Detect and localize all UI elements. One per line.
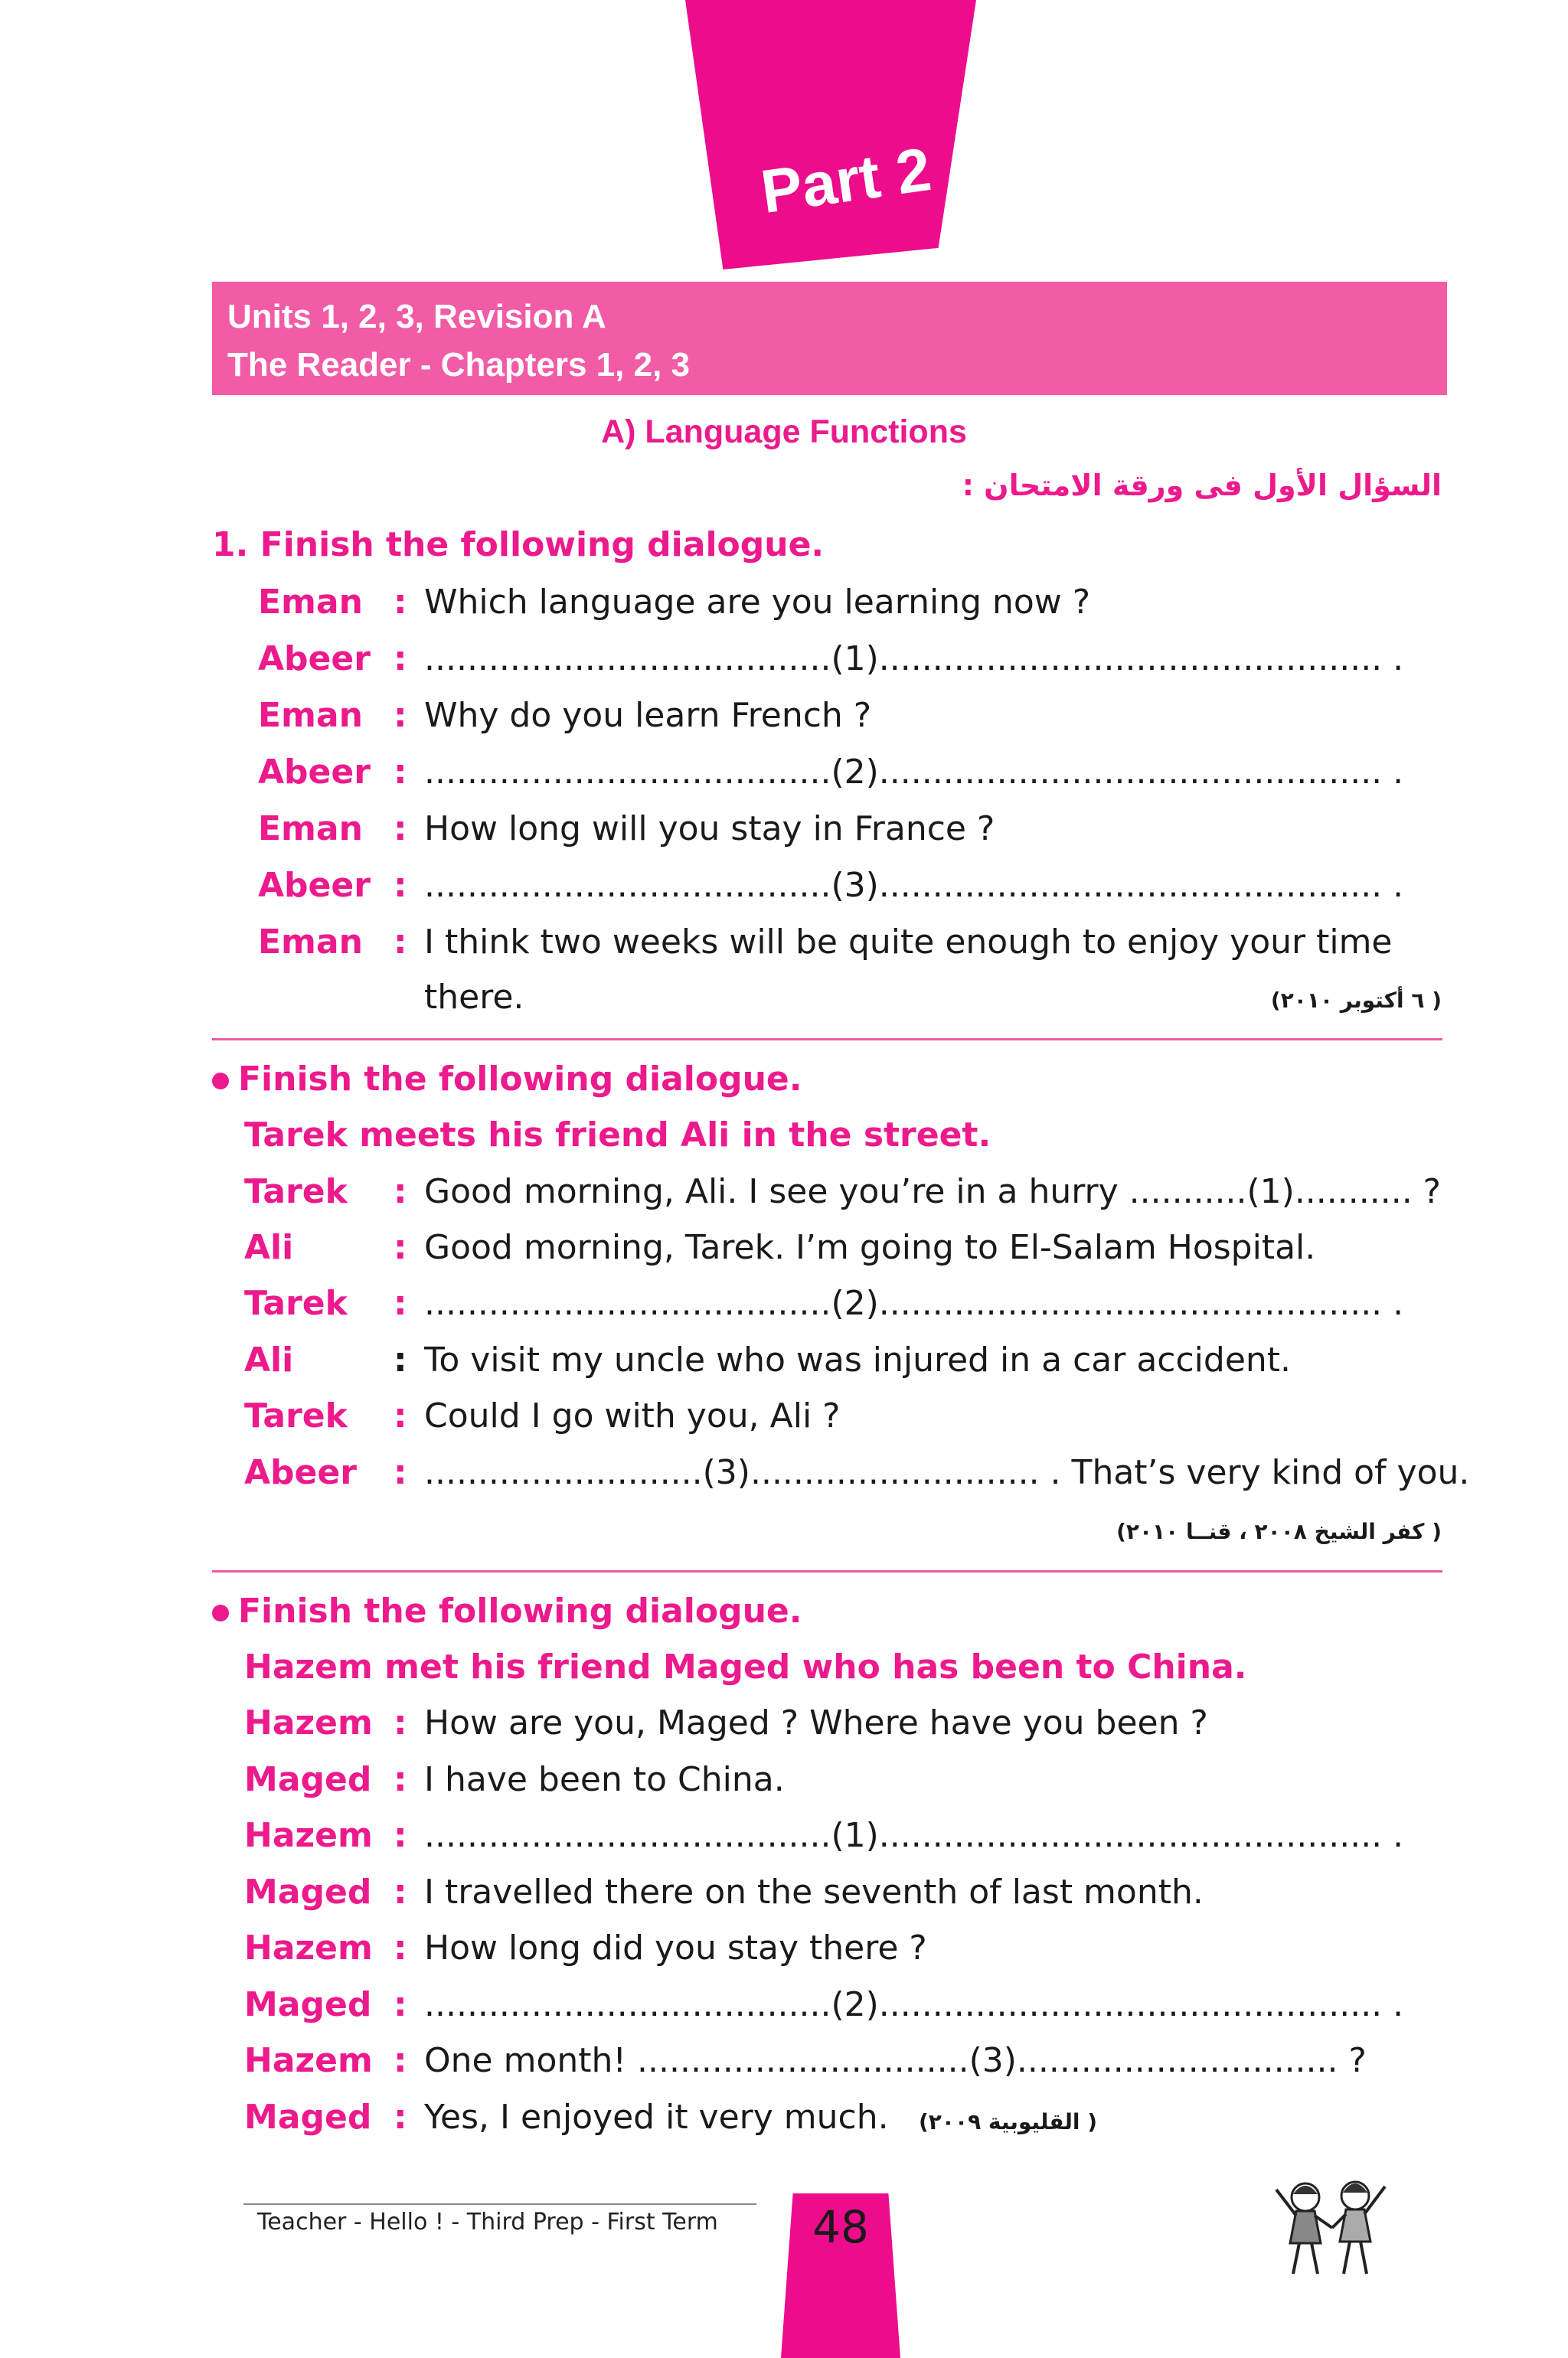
dialogue-2-utterance: Good morning, Ali. I see you’re in a hurry ...........(1)........... ?	[424, 1172, 1442, 1211]
dialogue-1-utterance: Which language are you learning now ?	[424, 583, 1091, 622]
dialogue-1-blank: ......................................(3)............................................... .	[424, 866, 1404, 905]
dialogue-2-source: ( كفر الشيخ ٢٠٠٨ ، قنــا ٢٠١٠)	[1116, 1519, 1442, 1544]
dialogue-2-speaker: Tarek	[244, 1172, 348, 1211]
colon: :	[394, 1873, 407, 1912]
dialogue-1-speaker: Eman	[258, 696, 363, 735]
dialogue-2-speaker: Ali	[244, 1341, 294, 1380]
footer-text: Teacher - Hello ! - Third Prep - First Term	[257, 2209, 718, 2236]
colon: :	[394, 866, 407, 905]
colon: :	[394, 1985, 407, 2024]
dialogue-3-utterance: I have been to China.	[424, 1760, 785, 1799]
page-number: 48	[812, 2201, 869, 2253]
dialogue-3-blank: ......................................(1)............................................... .	[424, 1816, 1404, 1855]
arabic-heading: السؤال الأول فى ورقة الامتحان :	[962, 469, 1442, 502]
dialogue-2-speaker: Abeer	[244, 1453, 357, 1492]
dialogue-1-blank: ......................................(1)............................................... .	[424, 639, 1404, 678]
dialogue-1-speaker: Eman	[258, 583, 363, 622]
colon: :	[394, 1228, 407, 1267]
colon: :	[394, 2041, 407, 2080]
dialogue-2-blank: ......................................(2)............................................... .	[424, 1284, 1404, 1323]
dialogue-1-speaker: Eman	[258, 923, 363, 962]
dialogue-3-utterance: I travelled there on the seventh of last month.	[424, 1873, 1204, 1912]
divider	[212, 1038, 1442, 1040]
units-banner-line1: Units 1, 2, 3, Revision A	[227, 298, 606, 335]
dialogue-3-utterance: Yes, I enjoyed it very much.	[424, 2098, 889, 2137]
dialogue-1-blank: ......................................(2)............................................... .	[424, 753, 1404, 792]
bullet-icon	[212, 1073, 229, 1089]
colon: :	[394, 753, 407, 792]
dialogue-3-utterance: How long did you stay there ?	[424, 1929, 927, 1968]
colon: :	[394, 583, 407, 622]
dialogue-2-utterance: Good morning, Tarek. I’m going to El-Salam Hospital.	[424, 1228, 1316, 1267]
dialogue-2-blank: ..........................(3)........................... . That’s very kind of you.	[424, 1453, 1470, 1492]
dialogue-2-heading	[212, 1051, 802, 1108]
dialogue-3-speaker: Maged	[244, 2098, 372, 2137]
colon: :	[394, 1453, 407, 1492]
colon: :	[394, 1396, 407, 1435]
dialogue-2-utterance: To visit my uncle who was injured in a car accident.	[424, 1341, 1292, 1380]
dialogue-3-utterance: How are you, Maged ? Where have you been ?	[424, 1703, 1208, 1742]
dialogue-2-speaker: Ali	[244, 1228, 294, 1267]
dialogue-1-source: ( ٦ أكتوبر ٢٠١٠)	[1270, 988, 1442, 1013]
dialogue-3-utterance: One month! ...............................(3).............................. ?	[424, 2041, 1367, 2080]
dialogue-3-heading	[212, 1583, 802, 1640]
dialogue-2-utterance: Could I go with you, Ali ?	[424, 1396, 841, 1435]
dialogue-3-heading-text: Finish the following dialogue.	[238, 1592, 802, 1631]
dialogue-1-utterance: I think two weeks will be quite enough to enjoy your time	[424, 923, 1393, 962]
dialogue-2-speaker: Tarek	[244, 1396, 348, 1435]
part-title: Part 2	[756, 134, 936, 227]
dialogue-1-speaker: Abeer	[258, 866, 371, 905]
colon: :	[394, 1341, 407, 1380]
colon: :	[394, 1816, 407, 1855]
bullet-icon	[212, 1605, 229, 1622]
dialogue-1-utterance: How long will you stay in France ?	[424, 809, 995, 848]
units-banner	[212, 282, 1447, 395]
dialogue-1-speaker: Abeer	[258, 639, 371, 678]
dialogue-2-speaker: Tarek	[244, 1284, 348, 1323]
colon: :	[394, 696, 407, 735]
dialogue-2-intro: Tarek meets his friend Ali in the street.	[244, 1115, 991, 1155]
dialogue-1-speaker: Eman	[258, 809, 363, 848]
colon: :	[394, 1760, 407, 1799]
dialogue-1-continuation: there.	[424, 978, 524, 1017]
divider	[212, 1570, 1442, 1573]
kids-cartoon-icon	[1259, 2167, 1397, 2289]
dialogue-3-speaker: Maged	[244, 1985, 372, 2024]
dialogue-3-speaker: Hazem	[244, 1816, 373, 1855]
dialogue-3-source: ( القليوبية ٢٠٠٩)	[919, 2109, 1098, 2134]
dialogue-1-speaker: Abeer	[258, 753, 371, 792]
dialogue-3-blank: ......................................(2)............................................... .	[424, 1985, 1404, 2024]
dialogue-1-utterance: Why do you learn French ?	[424, 696, 872, 735]
dialogue-3-speaker: Hazem	[244, 1929, 373, 1968]
colon: :	[394, 1929, 407, 1968]
dialogue-3-speaker: Maged	[244, 1760, 372, 1799]
colon: :	[394, 639, 407, 678]
colon: :	[394, 809, 407, 848]
units-banner-line2: The Reader - Chapters 1, 2, 3	[227, 346, 690, 384]
colon: :	[394, 923, 407, 962]
dialogue-1-heading: 1. Finish the following dialogue.	[212, 525, 825, 564]
colon: :	[394, 1284, 407, 1323]
dialogue-3-speaker: Hazem	[244, 1703, 373, 1742]
colon: :	[394, 1172, 407, 1211]
dialogue-3-intro: Hazem met his friend Maged who has been to China.	[244, 1648, 1247, 1687]
section-title: A) Language Functions	[601, 413, 967, 450]
footer-divider	[243, 2203, 756, 2205]
dialogue-3-speaker: Hazem	[244, 2041, 373, 2080]
dialogue-2-heading-text: Finish the following dialogue.	[238, 1060, 802, 1099]
colon: :	[394, 1703, 407, 1742]
dialogue-3-speaker: Maged	[244, 1873, 372, 1912]
colon: :	[394, 2098, 407, 2137]
